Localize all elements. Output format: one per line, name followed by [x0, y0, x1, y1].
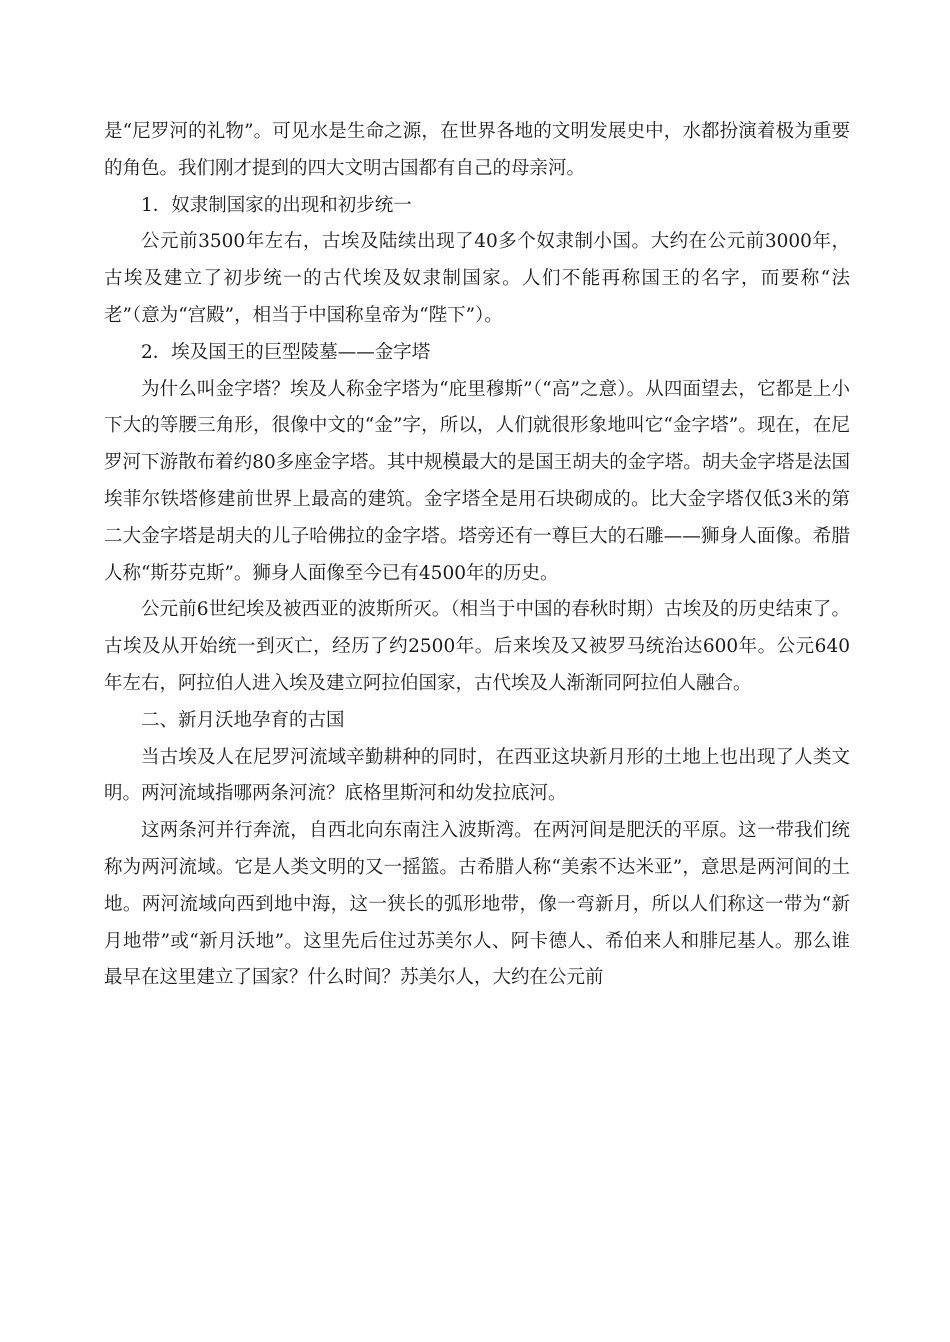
paragraph: 公元前6世纪埃及被西亚的波斯所灭。（相当于中国的春秋时期）古埃及的历史结束了。古埃及从开始统一到灭亡，经历了约2500年。后来埃及又被罗马统治达600年。公元640年左右，阿拉伯人进入埃及建立阿拉伯国家，古代埃及人渐渐同阿拉伯人融合。 — [104, 599, 850, 694]
paragraph: 公元前3500年左右，古埃及陆续出现了40多个奴隶制小国。大约在公元前3000年，古埃及建立了初步统一的古代埃及奴隶制国家。人们不能再称国王的名字，而要称“法老”（意为“宫殿”，相当于中国称皇帝为“陛下”）。 — [104, 231, 850, 326]
document-body — [104, 114, 850, 997]
paragraph: 为什么叫金字塔？埃及人称金字塔为“庇里穆斯”（“高”之意）。从四面望去，它都是上小下大的等腰三角形，很像中文的“金”字，所以，人们就很形象地叫它“金字塔”。现在，在尼罗河下游散布着约80多座金字塔。其中规模最大的是国王胡夫的金字塔。胡夫金字塔是法国埃菲尔铁塔修建前世界上最高的建筑。金字塔全是用石块砌成的。比大金字塔仅低3米的第二大金字塔是胡夫的儿子哈佛拉的金字塔。塔旁还有一尊巨大的石雕——狮身人面像。希腊人称“斯芬克斯”。狮身人面像至今已有4500年的历史。 — [104, 378, 850, 584]
paragraph-continued: 是“尼罗河的礼物”。可见水是生命之源，在世界各地的文明发展史中，水都扮演着极为重要的角色。我们刚才提到的四大文明古国都有自己的母亲河。 — [104, 121, 850, 179]
section-heading-1: 1．奴隶制国家的出现和初步统一 — [141, 194, 412, 216]
paragraph: 当古埃及人在尼罗河流域辛勤耕种的同时，在西亚这块新月形的土地上也出现了人类文明。两河流域指哪两条河流？底格里斯河和幼发拉底河。 — [104, 746, 850, 805]
section-heading-3: 二、新月沃地孕育的古国 — [141, 709, 345, 731]
paragraph: 这两条河并行奔流，自西北向东南注入波斯湾。在两河间是肥沃的平原。这一带我们统称为两河流域。它是人类文明的又一摇篮。古希腊人称“美索不达米亚”，意思是两河间的土地。两河流域向西到地中海，这一狭长的弧形地带，像一弯新月，所以人们称这一带为“新月地带”或“新月沃地”。这里先后住过苏美尔人、阿卡德人、希伯来人和腓尼基人。那么谁最早在这里建立了国家？什么时间？苏美尔人，大约在公元前 — [104, 820, 850, 989]
section-heading-2: 2．埃及国王的巨型陵墓——金字塔 — [141, 341, 431, 363]
